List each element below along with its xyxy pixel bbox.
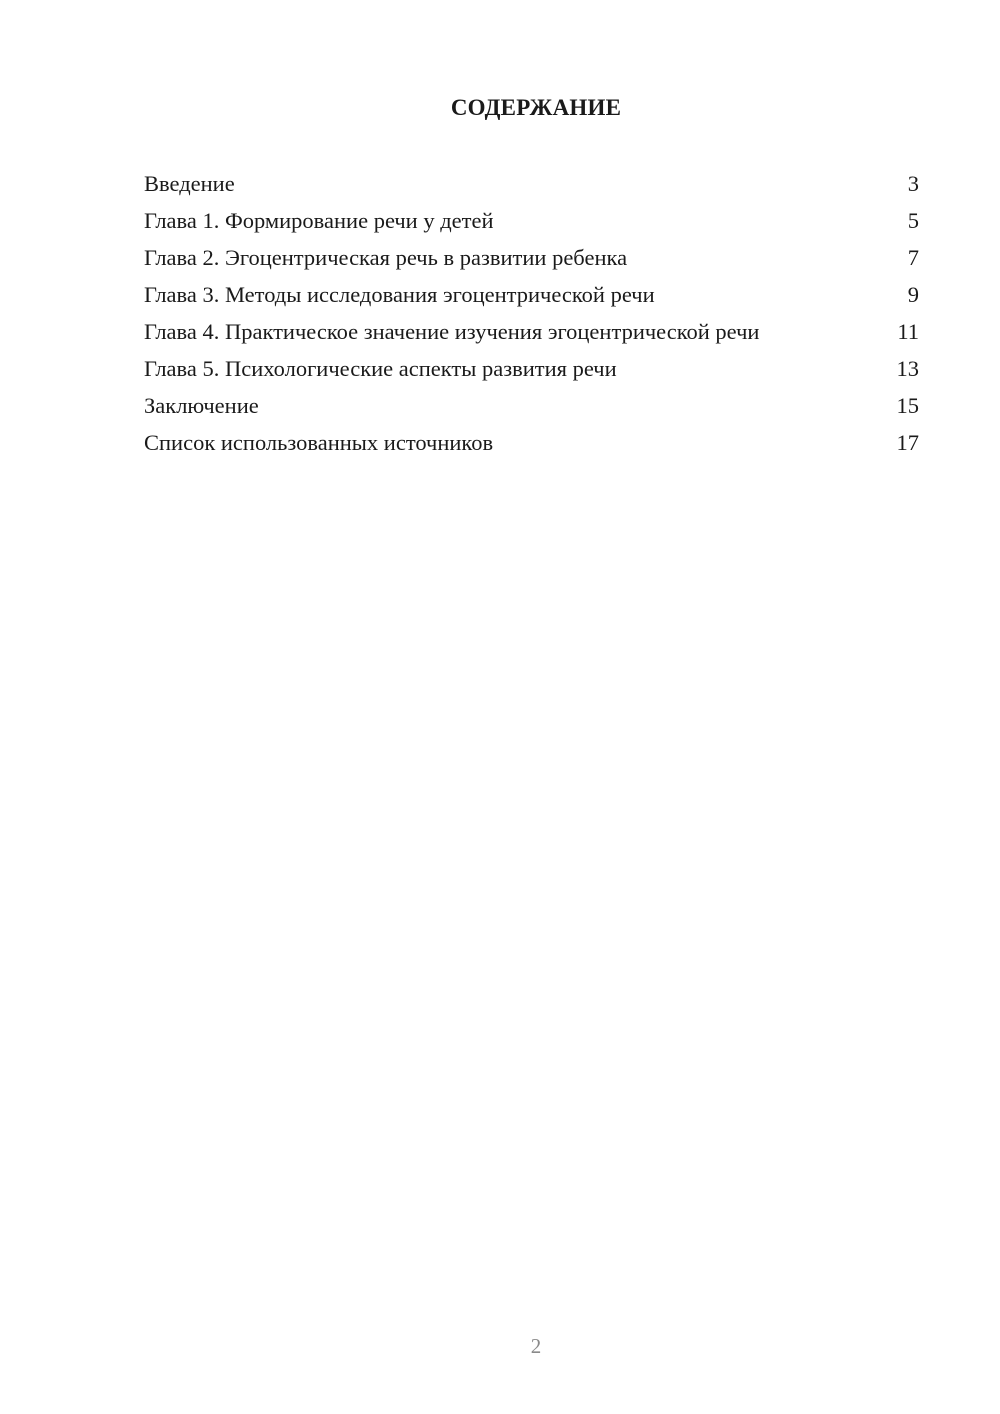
toc-entry-title: Глава 4. Практическое значение изучения эгоцентрической речи xyxy=(144,319,760,344)
toc-entry-chapter-2 xyxy=(144,244,919,271)
page-title: СОДЕРЖАНИЕ xyxy=(450,95,622,120)
toc-entry-page: 7 xyxy=(907,245,919,270)
toc-entry-title: Глава 3. Методы исследования эгоцентрической речи xyxy=(144,282,655,307)
toc-entry-page: 5 xyxy=(907,208,919,233)
toc-entry-page: 11 xyxy=(897,319,919,344)
toc-entry-title: Глава 5. Психологические аспекты развития речи xyxy=(144,356,617,381)
toc-entry-chapter-4 xyxy=(144,318,919,345)
toc-entry-page: 17 xyxy=(896,430,919,455)
toc-entry-page: 3 xyxy=(907,171,919,196)
toc-entry-page: 15 xyxy=(896,393,919,418)
toc-entry-title: Глава 1. Формирование речи у детей xyxy=(144,208,494,233)
page-number: 2 xyxy=(530,1334,542,1358)
toc-entry-title: Глава 2. Эгоцентрическая речь в развитии ребенка xyxy=(144,245,628,270)
toc-entry-introduction xyxy=(144,170,919,197)
toc-entry-conclusion xyxy=(144,392,919,419)
toc-entry-page: 13 xyxy=(896,356,919,381)
toc-entry-chapter-3 xyxy=(144,281,919,308)
toc-entry-title: Заключение xyxy=(144,393,259,418)
toc-entry-title: Список использованных источников xyxy=(144,430,494,455)
toc-entry-chapter-1 xyxy=(144,207,919,234)
toc-entry-chapter-5 xyxy=(144,355,919,382)
toc-entry-page: 9 xyxy=(907,282,919,307)
toc-entry-references xyxy=(144,429,919,456)
table-of-contents xyxy=(144,170,919,466)
toc-entry-title: Введение xyxy=(144,171,235,196)
